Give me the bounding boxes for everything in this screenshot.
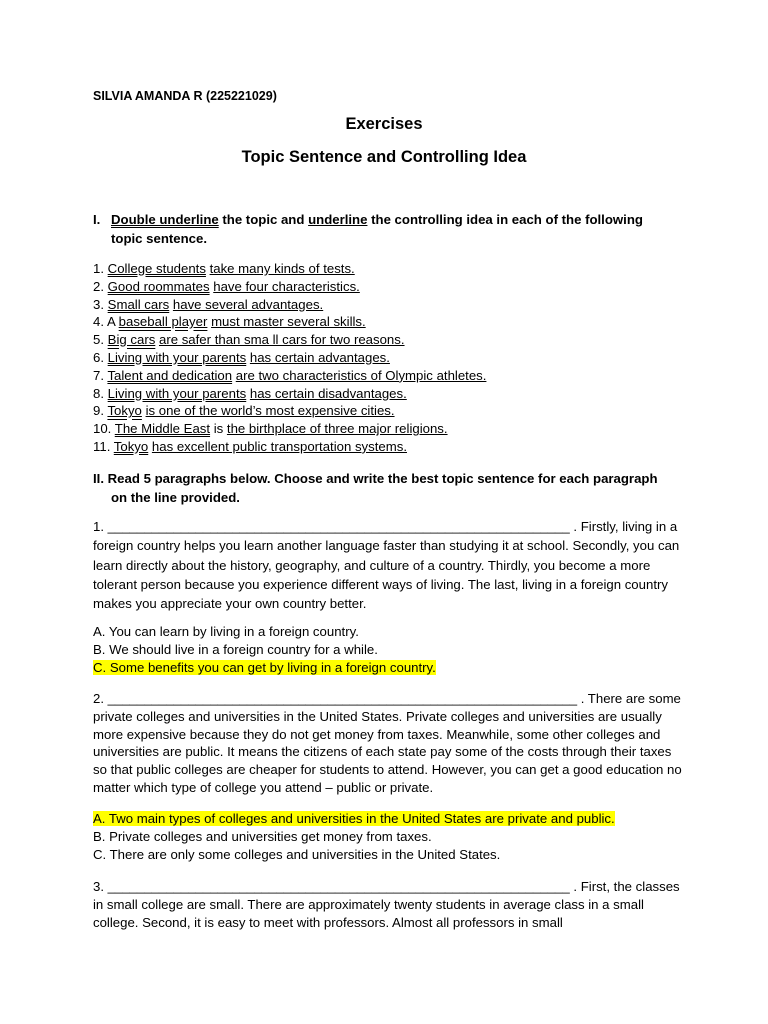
item-topic: Small cars [107, 296, 170, 312]
item-topic: Tokyo [107, 403, 142, 419]
item-controlling-idea: are safer than sma ll cars for two reasons. [158, 332, 405, 348]
item-number: 3. [93, 296, 108, 312]
item-prefix: A [106, 314, 119, 330]
answer-text: A. You can learn by living in a foreign country. [93, 624, 359, 639]
paragraph-2: 2. ________________________________________________________________ . There are some private colleges and universities in the United States. Private colleges and universities are usually more expensive because they do not get money from taxes. Meanwhile, some other colleges and universities are public. It means the citizens of each state pay some of the costs through their taxes so that public colleges are cheaper for students to attend. However, you can get a good education no matter which type of college you attend – public or private. [93, 691, 682, 795]
instr-text-b: the controlling idea in each of the following [367, 212, 643, 227]
topic-sentence-list [93, 260, 486, 456]
item-topic: College students [107, 261, 206, 276]
answer-option [93, 623, 436, 641]
section-2-line-1: II. Read 5 paragraphs below. Choose and write the best topic sentence for each paragraph [93, 471, 658, 486]
item-topic: The Middle East [114, 421, 211, 437]
highlighted-answer: A. Two main types of colleges and universities in the United States are private and public. [93, 811, 615, 826]
item-number: 7. [93, 367, 108, 383]
instr-line-2: topic sentence. [111, 231, 208, 246]
answer-option [93, 810, 615, 828]
item-topic: Living with your parents [107, 385, 247, 401]
paragraph-1-options [93, 623, 436, 676]
topic-sentence-item [93, 349, 486, 367]
highlighted-answer: C. Some benefits you can get by living in a foreign country. [93, 659, 436, 675]
topic-sentence-item [93, 313, 486, 331]
paragraph-3: 3. _______________________________________________________________ . First, the classes in small college are small. There are approximately twenty students in average class in a small college. Second, it is easy to meet with professors. Almost all professors in small [93, 879, 680, 930]
item-controlling-idea: must master several skills. [211, 314, 366, 330]
topic-sentence-item [93, 402, 486, 420]
section-1-number: I. [93, 212, 101, 227]
item-controlling-idea: are two characteristics of Olympic athletes. [235, 367, 487, 383]
item-number: 11. [93, 438, 114, 454]
item-controlling-idea: have several advantages. [172, 296, 324, 312]
topic-sentence-item [93, 296, 486, 314]
item-number: 1. [93, 261, 108, 276]
item-controlling-idea: have four characteristics. [213, 278, 360, 294]
page-title: Exercises [345, 115, 423, 133]
item-topic: Big cars [107, 332, 156, 348]
topic-sentence-item [93, 385, 486, 403]
item-topic: Living with your parents [107, 349, 247, 365]
item-controlling-idea: take many kinds of tests. [209, 261, 355, 276]
item-number: 9. [93, 403, 108, 419]
answer-option [93, 828, 615, 846]
item-topic: baseball player [118, 314, 208, 330]
topic-sentence-item [93, 260, 486, 278]
paragraph-1: 1. _______________________________________________________________ . Firstly, living in a foreign country helps you learn another language faster than studying it at school. Secondly, you can learn directly about the history, geography, and culture of a country. Thirdly, you become a more tolerant person because you experience different ways of living. The last, living in a foreign country makes you appreciate your own country better. [93, 519, 680, 612]
item-controlling-idea: has excellent public transportation systems. [151, 438, 407, 454]
item-connector: is [210, 421, 227, 437]
section-1-instructions [93, 210, 683, 248]
page-subtitle: Topic Sentence and Controlling Idea [241, 148, 527, 166]
item-topic: Good roommates [107, 278, 210, 294]
item-number: 8. [93, 385, 108, 401]
item-controlling-idea: the birthplace of three major religions. [226, 421, 448, 437]
item-controlling-idea: has certain advantages. [249, 349, 390, 365]
topic-sentence-item [93, 420, 486, 438]
answer-option [93, 659, 436, 677]
author-name: SILVIA AMANDA R (225221029) [93, 89, 277, 103]
item-number: 5. [93, 332, 108, 348]
item-number: 10. [93, 421, 115, 437]
answer-option [93, 641, 436, 659]
item-topic: Talent and dedication [107, 367, 233, 383]
answer-option [93, 846, 615, 864]
item-controlling-idea: has certain disadvantages. [249, 385, 407, 401]
item-controlling-idea: is one of the world’s most expensive cities. [145, 403, 395, 419]
answer-text: C. There are only some colleges and universities in the United States. [93, 846, 501, 862]
section-2-line-2: on the line provided. [111, 490, 240, 505]
item-number: 4. [93, 314, 107, 330]
topic-sentence-item [93, 331, 486, 349]
answer-text: B. Private colleges and universities get money from taxes. [93, 828, 432, 844]
section-2-instructions [93, 469, 683, 507]
instr-double-underline: Double underline [111, 212, 219, 227]
topic-sentence-item [93, 438, 486, 456]
instr-text-a: the topic and [218, 212, 309, 227]
item-topic: Tokyo [113, 438, 149, 454]
item-number: 6. [93, 349, 108, 365]
answer-text: B. We should live in a foreign country for a while. [93, 641, 378, 657]
paragraph-2-options [93, 810, 615, 863]
item-number: 2. [93, 278, 108, 294]
topic-sentence-item [93, 367, 486, 385]
topic-sentence-item [93, 278, 486, 296]
instr-underline: underline [308, 212, 368, 227]
